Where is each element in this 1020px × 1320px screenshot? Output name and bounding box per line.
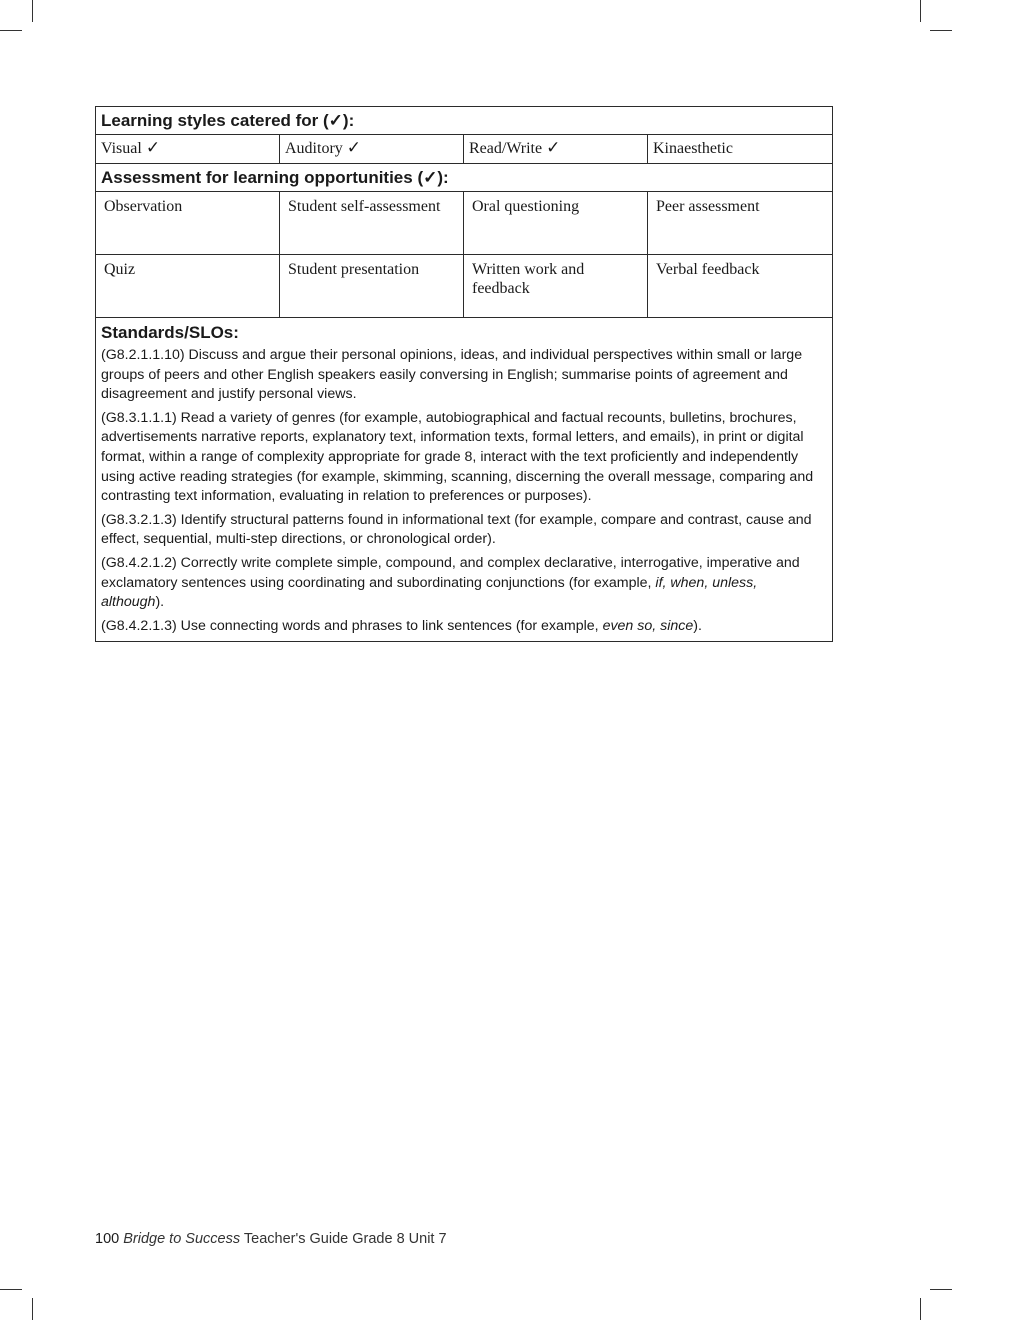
assessment-written-work: Written work and feedback [464, 255, 648, 318]
lesson-plan-table [95, 106, 833, 642]
assessment-observation: Observation [96, 192, 280, 255]
check-icon: ✓ [346, 138, 362, 158]
check-icon: ✓ [145, 138, 161, 158]
crop-mark [32, 1298, 33, 1320]
crop-mark [0, 30, 22, 31]
crop-mark [930, 30, 952, 31]
assessment-quiz: Quiz [96, 255, 280, 318]
learning-style-read-write: Read/Write ✓ [464, 135, 648, 164]
assessment-verbal-feedback: Verbal feedback [648, 255, 833, 318]
assessment-peer-assessment: Peer assessment [648, 192, 833, 255]
assessment-self-assessment: Student self-assessment [280, 192, 464, 255]
standard-item: (G8.2.1.1.10) Discuss and argue their personal opinions, ideas, and individual perspectives within small or large groups of peers and other English speakers easily conversing in English; summarise points of agreement and disagreement and justify personal views. [101, 347, 803, 403]
learning-styles-heading: Learning styles catered for (✓): [96, 107, 833, 135]
page-number: 100 [95, 1231, 120, 1247]
book-subtitle: Teacher's Guide Grade 8 Unit 7 [243, 1231, 447, 1247]
crop-mark [920, 1298, 921, 1320]
crop-mark [920, 0, 921, 22]
check-icon: ✓ [546, 138, 561, 158]
learning-style-auditory: Auditory ✓ [280, 135, 464, 164]
standard-item: (G8.3.2.1.3) Identify structural patterns found in informational text (for example, compare and contrast, cause and effect, sequential, multi-step directions, or chronological order). [101, 511, 812, 548]
standard-item: (G8.4.2.1.3) Use connecting words and phrases to link sentences (for example, even so, since). [101, 617, 702, 634]
crop-mark [930, 1289, 952, 1290]
assessment-student-presentation: Student presentation [280, 255, 464, 318]
crop-mark [32, 0, 33, 22]
assessment-heading: Assessment for learning opportunities (✓): [96, 164, 833, 192]
page-footer [95, 1231, 447, 1247]
crop-mark [0, 1289, 22, 1290]
learning-style-kinaesthetic: Kinaesthetic [648, 135, 833, 164]
standards-section [96, 318, 833, 642]
standard-item: (G8.4.2.1.2) Correctly write complete simple, compound, and complex declarative, interrogative, imperative and exclamatory sentences using coordinating and subordinating conjunctions (for example, if, when, unless, although). [101, 554, 800, 611]
standard-item: (G8.3.1.1.1) Read a variety of genres (for example, autobiographical and factual recounts, bulletins, brochures, advertisements narrative reports, explanatory text, information texts, formal letters, and emails), in print or digital format, within a range of complexity appropriate for grade 8, interact with the text proficiently and independently using active reading strategies (for example, skimming, scanning, discerning the overall message, comparing and contrasting text information, evaluating in relation to preferences or purposes). [101, 409, 814, 505]
assessment-oral-questioning: Oral questioning [464, 192, 648, 255]
learning-style-visual: Visual ✓ [96, 135, 280, 164]
standards-heading: Standards/SLOs: [101, 323, 239, 342]
book-title: Bridge to Success [123, 1231, 241, 1247]
